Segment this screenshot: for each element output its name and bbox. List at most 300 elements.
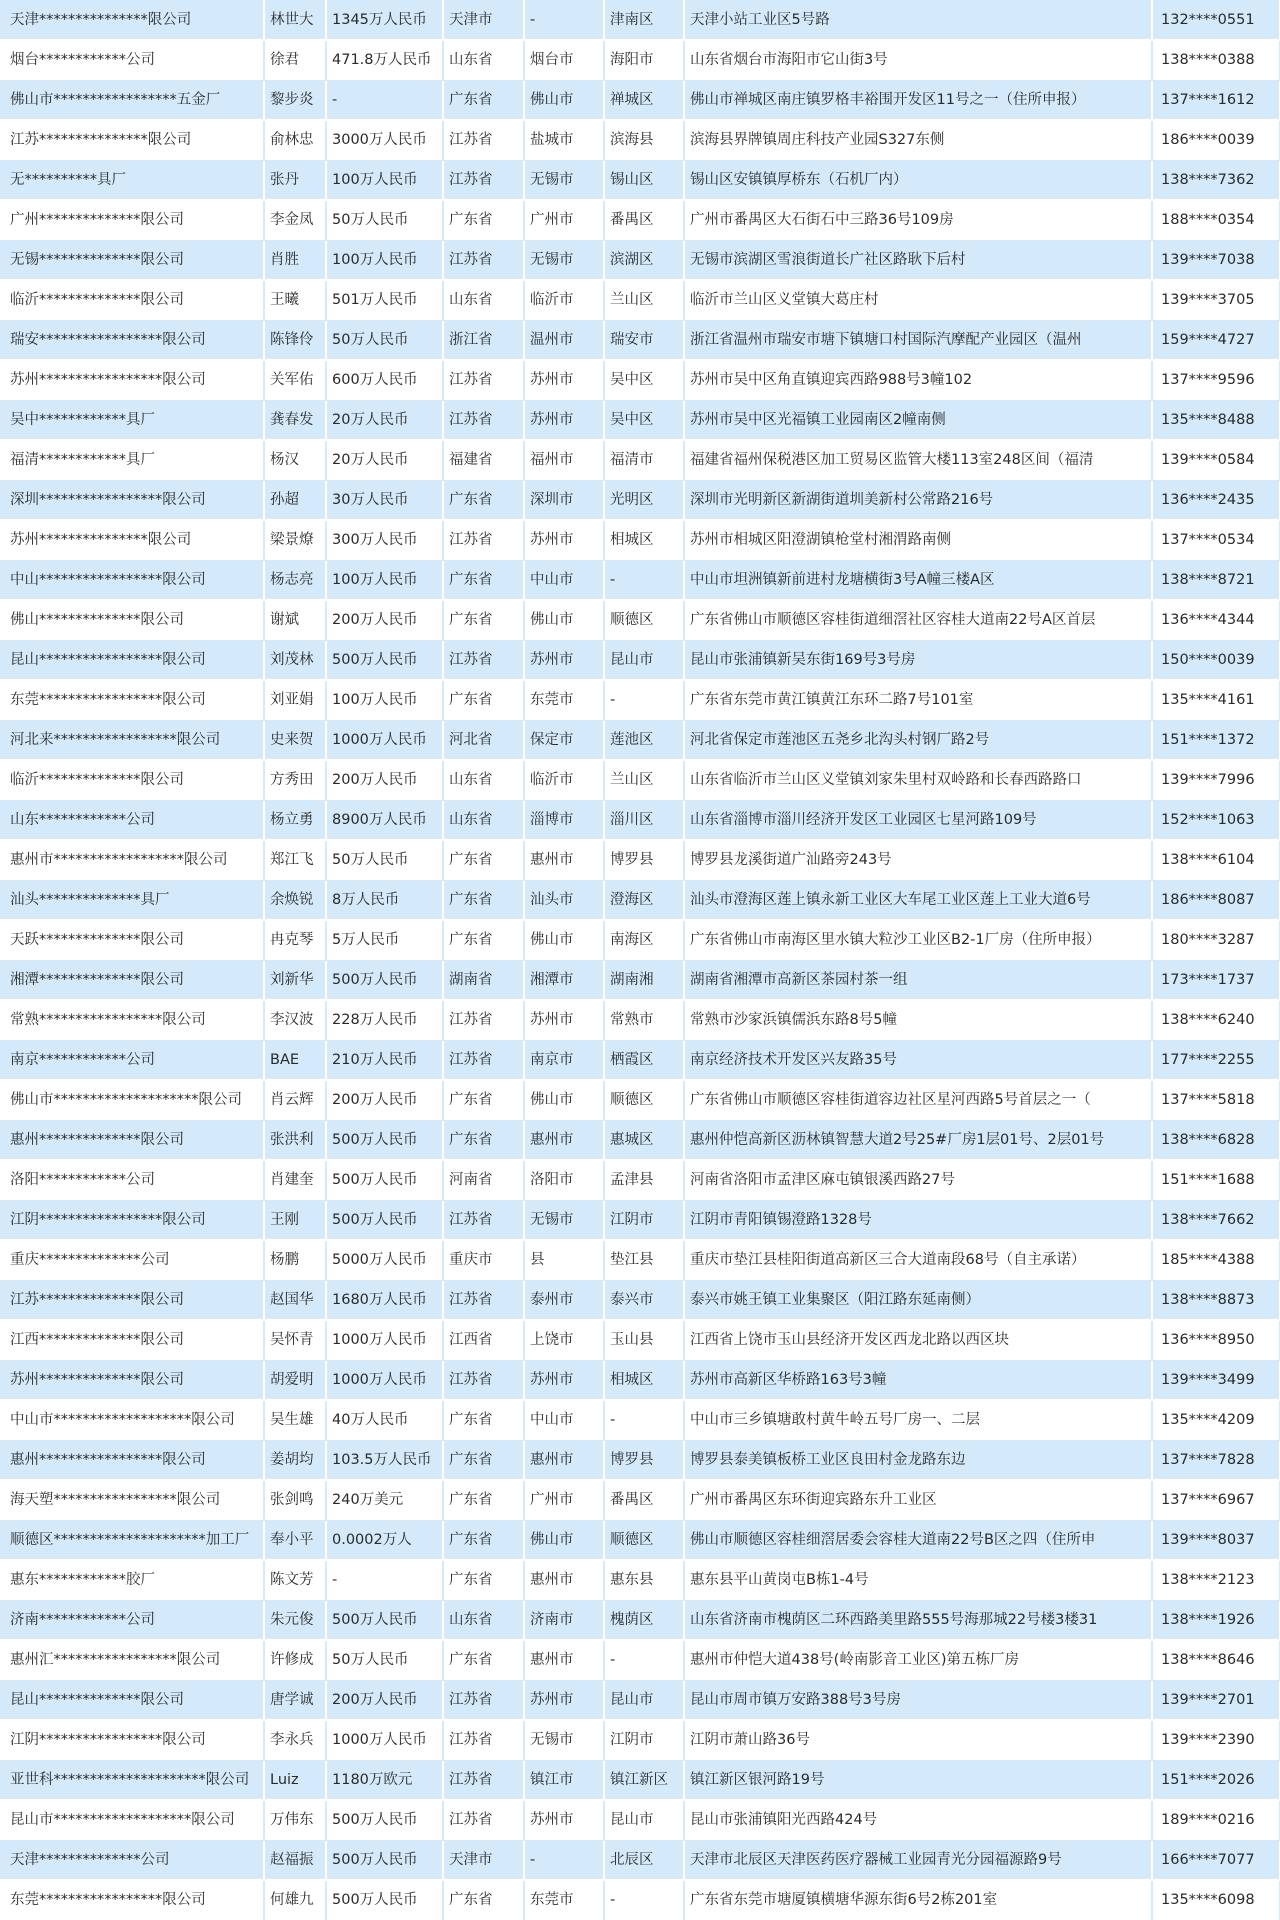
phone-cell[interactable]: 137****0534 (1152, 520, 1280, 560)
address-cell[interactable]: 惠州市仲恺大道438号(岭南影音工业区)第五栋厂房 (684, 1640, 1152, 1680)
address-cell[interactable]: 重庆市垫江县桂阳街道高新区三合大道南段68号（自主承诺） (684, 1240, 1152, 1280)
phone-cell[interactable]: 138****8646 (1152, 1640, 1280, 1680)
phone-cell[interactable]: 135****4209 (1152, 1400, 1280, 1440)
address-cell[interactable]: 广东省佛山市南海区里水镇大粒沙工业区B2-1厂房（住所申报） (684, 920, 1152, 960)
address-cell[interactable]: 江阴市萧山路36号 (684, 1720, 1152, 1760)
city-cell[interactable]: 济南市 (524, 1600, 604, 1640)
legal-rep-cell[interactable]: 李永兵 (264, 1720, 326, 1760)
company-name-cell[interactable]: 海天塑*****************限公司 (0, 1480, 264, 1520)
address-cell[interactable]: 浙江省温州市瑞安市塘下镇塘口村国际汽摩配产业园区（温州 (684, 320, 1152, 360)
city-cell[interactable]: 苏州市 (524, 1360, 604, 1400)
legal-rep-cell[interactable]: 胡爱明 (264, 1360, 326, 1400)
address-cell[interactable]: 山东省临沂市兰山区义堂镇刘家朱里村双岭路和长春西路路口 (684, 760, 1152, 800)
province-cell[interactable]: 山东省 (443, 1600, 524, 1640)
city-cell[interactable]: 南京市 (524, 1040, 604, 1080)
district-cell[interactable]: 番禺区 (604, 200, 684, 240)
address-cell[interactable]: 广东省东莞市塘厦镇横塘华源东街6号2栋201室 (684, 1880, 1152, 1920)
province-cell[interactable]: 福建省 (443, 440, 524, 480)
capital-cell[interactable]: 200万人民币 (326, 1080, 443, 1120)
legal-rep-cell[interactable]: 赵福振 (264, 1840, 326, 1880)
capital-cell[interactable]: 8万人民币 (326, 880, 443, 920)
province-cell[interactable]: 江苏省 (443, 1280, 524, 1320)
province-cell[interactable]: 河北省 (443, 720, 524, 760)
province-cell[interactable]: 江苏省 (443, 400, 524, 440)
city-cell[interactable]: 无锡市 (524, 1720, 604, 1760)
address-cell[interactable]: 泰兴市姚王镇工业集聚区（阳江路东延南侧） (684, 1280, 1152, 1320)
district-cell[interactable]: 栖霞区 (604, 1040, 684, 1080)
company-name-cell[interactable]: 顺德区*********************加工厂 (0, 1520, 264, 1560)
province-cell[interactable]: 广东省 (443, 200, 524, 240)
legal-rep-cell[interactable]: 李金凤 (264, 200, 326, 240)
phone-cell[interactable]: 138****7662 (1152, 1200, 1280, 1240)
city-cell[interactable]: 佛山市 (524, 1520, 604, 1560)
address-cell[interactable]: 江阴市青阳镇锡澄路1328号 (684, 1200, 1152, 1240)
company-name-cell[interactable]: 济南************公司 (0, 1600, 264, 1640)
province-cell[interactable]: 广东省 (443, 1520, 524, 1560)
phone-cell[interactable]: 177****2255 (1152, 1040, 1280, 1080)
legal-rep-cell[interactable]: 杨志亮 (264, 560, 326, 600)
district-cell[interactable]: 博罗县 (604, 840, 684, 880)
city-cell[interactable]: 盐城市 (524, 120, 604, 160)
address-cell[interactable]: 广东省东莞市黄江镇黄江东环二路7号101室 (684, 680, 1152, 720)
city-cell[interactable]: 临沂市 (524, 760, 604, 800)
capital-cell[interactable]: 40万人民币 (326, 1400, 443, 1440)
legal-rep-cell[interactable]: 李汉波 (264, 1000, 326, 1040)
address-cell[interactable]: 福建省福州保税港区加工贸易区监管大楼113室248区间（福清 (684, 440, 1152, 480)
company-name-cell[interactable]: 惠州市******************限公司 (0, 840, 264, 880)
company-name-cell[interactable]: 山东************公司 (0, 800, 264, 840)
district-cell[interactable]: 江阴市 (604, 1200, 684, 1240)
legal-rep-cell[interactable]: 唐学诚 (264, 1680, 326, 1720)
district-cell[interactable]: 博罗县 (604, 1440, 684, 1480)
legal-rep-cell[interactable]: BAE (264, 1040, 326, 1080)
district-cell[interactable]: 福清市 (604, 440, 684, 480)
province-cell[interactable]: 广东省 (443, 1120, 524, 1160)
capital-cell[interactable]: 5万人民币 (326, 920, 443, 960)
address-cell[interactable]: 苏州市吴中区光福镇工业园南区2幢南侧 (684, 400, 1152, 440)
phone-cell[interactable]: 136****4344 (1152, 600, 1280, 640)
address-cell[interactable]: 天津小站工业区5号路 (684, 0, 1152, 40)
address-cell[interactable]: 南京经济技术开发区兴友路35号 (684, 1040, 1152, 1080)
company-name-cell[interactable]: 惠州汇*****************限公司 (0, 1640, 264, 1680)
city-cell[interactable]: 湘潭市 (524, 960, 604, 1000)
capital-cell[interactable]: 210万人民币 (326, 1040, 443, 1080)
city-cell[interactable]: 东莞市 (524, 1880, 604, 1920)
city-cell[interactable]: 惠州市 (524, 840, 604, 880)
province-cell[interactable]: 湖南省 (443, 960, 524, 1000)
province-cell[interactable]: 江苏省 (443, 1360, 524, 1400)
district-cell[interactable]: 镇江新区 (604, 1760, 684, 1800)
company-name-cell[interactable]: 苏州***************限公司 (0, 520, 264, 560)
district-cell[interactable]: 禅城区 (604, 80, 684, 120)
legal-rep-cell[interactable]: 史来贺 (264, 720, 326, 760)
city-cell[interactable]: - (524, 0, 604, 40)
company-name-cell[interactable]: 江阴*****************限公司 (0, 1200, 264, 1240)
city-cell[interactable]: 惠州市 (524, 1120, 604, 1160)
address-cell[interactable]: 佛山市顺德区容桂细滘居委会容桂大道南22号B区之四（住所申 (684, 1520, 1152, 1560)
phone-cell[interactable]: 173****1737 (1152, 960, 1280, 1000)
capital-cell[interactable]: 20万人民币 (326, 440, 443, 480)
province-cell[interactable]: 重庆市 (443, 1240, 524, 1280)
company-name-cell[interactable]: 中山市*******************限公司 (0, 1400, 264, 1440)
capital-cell[interactable]: 1000万人民币 (326, 720, 443, 760)
company-name-cell[interactable]: 昆山**************限公司 (0, 1680, 264, 1720)
capital-cell[interactable]: 240万美元 (326, 1480, 443, 1520)
capital-cell[interactable]: 200万人民币 (326, 1680, 443, 1720)
company-name-cell[interactable]: 烟台************公司 (0, 40, 264, 80)
address-cell[interactable]: 广东省佛山市顺德区容桂街道细滘社区容桂大道南22号A区首层 (684, 600, 1152, 640)
district-cell[interactable]: 番禺区 (604, 1480, 684, 1520)
phone-cell[interactable]: 137****6967 (1152, 1480, 1280, 1520)
address-cell[interactable]: 苏州市吴中区角直镇迎宾西路988号3幢102 (684, 360, 1152, 400)
city-cell[interactable]: 苏州市 (524, 520, 604, 560)
address-cell[interactable]: 江西省上饶市玉山县经济开发区西龙北路以西区块 (684, 1320, 1152, 1360)
province-cell[interactable]: 广东省 (443, 1400, 524, 1440)
city-cell[interactable]: 上饶市 (524, 1320, 604, 1360)
city-cell[interactable]: 苏州市 (524, 1680, 604, 1720)
province-cell[interactable]: 广东省 (443, 600, 524, 640)
legal-rep-cell[interactable]: 朱元俊 (264, 1600, 326, 1640)
company-name-cell[interactable]: 吴中************具厂 (0, 400, 264, 440)
company-name-cell[interactable]: 广州**************限公司 (0, 200, 264, 240)
legal-rep-cell[interactable]: 张丹 (264, 160, 326, 200)
company-name-cell[interactable]: 临沂**************限公司 (0, 760, 264, 800)
capital-cell[interactable]: 8900万人民币 (326, 800, 443, 840)
address-cell[interactable]: 中山市三乡镇塘敢村黄牛岭五号厂房一、二层 (684, 1400, 1152, 1440)
capital-cell[interactable]: - (326, 1560, 443, 1600)
address-cell[interactable]: 昆山市张浦镇新吴东街169号3号房 (684, 640, 1152, 680)
legal-rep-cell[interactable]: 梁景燎 (264, 520, 326, 560)
legal-rep-cell[interactable]: 俞林忠 (264, 120, 326, 160)
capital-cell[interactable]: 500万人民币 (326, 1600, 443, 1640)
province-cell[interactable]: 广东省 (443, 920, 524, 960)
district-cell[interactable]: 湖南湘 (604, 960, 684, 1000)
company-name-cell[interactable]: 昆山*****************限公司 (0, 640, 264, 680)
province-cell[interactable]: 江苏省 (443, 240, 524, 280)
legal-rep-cell[interactable]: 陈锋伶 (264, 320, 326, 360)
address-cell[interactable]: 湖南省湘潭市高新区茶园村茶一组 (684, 960, 1152, 1000)
city-cell[interactable]: 中山市 (524, 560, 604, 600)
phone-cell[interactable]: 186****0039 (1152, 120, 1280, 160)
legal-rep-cell[interactable]: 许修成 (264, 1640, 326, 1680)
city-cell[interactable]: - (524, 1840, 604, 1880)
phone-cell[interactable]: 180****3287 (1152, 920, 1280, 960)
legal-rep-cell[interactable]: 何雄九 (264, 1880, 326, 1920)
capital-cell[interactable]: 500万人民币 (326, 960, 443, 1000)
legal-rep-cell[interactable]: 徐君 (264, 40, 326, 80)
province-cell[interactable]: 浙江省 (443, 320, 524, 360)
district-cell[interactable]: - (604, 560, 684, 600)
province-cell[interactable]: 江西省 (443, 1320, 524, 1360)
district-cell[interactable]: 槐荫区 (604, 1600, 684, 1640)
city-cell[interactable]: 苏州市 (524, 400, 604, 440)
legal-rep-cell[interactable]: 余焕锐 (264, 880, 326, 920)
city-cell[interactable]: 烟台市 (524, 40, 604, 80)
phone-cell[interactable]: 138****2123 (1152, 1560, 1280, 1600)
capital-cell[interactable]: 50万人民币 (326, 320, 443, 360)
province-cell[interactable]: 广东省 (443, 840, 524, 880)
phone-cell[interactable]: 139****0584 (1152, 440, 1280, 480)
city-cell[interactable]: 广州市 (524, 200, 604, 240)
address-cell[interactable]: 博罗县龙溪街道广汕路旁243号 (684, 840, 1152, 880)
capital-cell[interactable]: 5000万人民币 (326, 1240, 443, 1280)
city-cell[interactable]: 无锡市 (524, 160, 604, 200)
company-name-cell[interactable]: 亚世科*********************限公司 (0, 1760, 264, 1800)
district-cell[interactable]: 惠东县 (604, 1560, 684, 1600)
city-cell[interactable]: 中山市 (524, 1400, 604, 1440)
phone-cell[interactable]: 139****2390 (1152, 1720, 1280, 1760)
capital-cell[interactable]: 20万人民币 (326, 400, 443, 440)
phone-cell[interactable]: 135****4161 (1152, 680, 1280, 720)
address-cell[interactable]: 锡山区安镇镇厚桥东（石机厂内） (684, 160, 1152, 200)
address-cell[interactable]: 中山市坦洲镇新前进村龙塘横街3号A幢三楼A区 (684, 560, 1152, 600)
province-cell[interactable]: 江苏省 (443, 1680, 524, 1720)
city-cell[interactable]: 苏州市 (524, 640, 604, 680)
address-cell[interactable]: 山东省济南市槐荫区二环西路美里路555号海那城22号楼3楼31 (684, 1600, 1152, 1640)
city-cell[interactable]: 佛山市 (524, 80, 604, 120)
capital-cell[interactable]: 300万人民币 (326, 520, 443, 560)
company-name-cell[interactable]: 东莞*****************限公司 (0, 680, 264, 720)
province-cell[interactable]: 天津市 (443, 0, 524, 40)
phone-cell[interactable]: 189****0216 (1152, 1800, 1280, 1840)
capital-cell[interactable]: 500万人民币 (326, 1840, 443, 1880)
city-cell[interactable]: 深圳市 (524, 480, 604, 520)
capital-cell[interactable]: 1180万欧元 (326, 1760, 443, 1800)
phone-cell[interactable]: 166****7077 (1152, 1840, 1280, 1880)
legal-rep-cell[interactable]: 杨鹏 (264, 1240, 326, 1280)
district-cell[interactable]: - (604, 1880, 684, 1920)
phone-cell[interactable]: 139****3499 (1152, 1360, 1280, 1400)
address-cell[interactable]: 昆山市张浦镇阳光西路424号 (684, 1800, 1152, 1840)
phone-cell[interactable]: 132****0551 (1152, 0, 1280, 40)
legal-rep-cell[interactable]: 郑江飞 (264, 840, 326, 880)
province-cell[interactable]: 广东省 (443, 1640, 524, 1680)
company-name-cell[interactable]: 佛山市********************限公司 (0, 1080, 264, 1120)
phone-cell[interactable]: 139****7038 (1152, 240, 1280, 280)
company-name-cell[interactable]: 江苏**************限公司 (0, 1280, 264, 1320)
province-cell[interactable]: 江苏省 (443, 1800, 524, 1840)
capital-cell[interactable]: 600万人民币 (326, 360, 443, 400)
capital-cell[interactable]: 471.8万人民币 (326, 40, 443, 80)
phone-cell[interactable]: 159****4727 (1152, 320, 1280, 360)
province-cell[interactable]: 广东省 (443, 880, 524, 920)
district-cell[interactable]: 相城区 (604, 1360, 684, 1400)
phone-cell[interactable]: 138****7362 (1152, 160, 1280, 200)
district-cell[interactable]: 孟津县 (604, 1160, 684, 1200)
city-cell[interactable]: 惠州市 (524, 1640, 604, 1680)
capital-cell[interactable]: 500万人民币 (326, 640, 443, 680)
province-cell[interactable]: 江苏省 (443, 360, 524, 400)
district-cell[interactable]: 兰山区 (604, 280, 684, 320)
phone-cell[interactable]: 150****0039 (1152, 640, 1280, 680)
district-cell[interactable]: 相城区 (604, 520, 684, 560)
district-cell[interactable]: 海阳市 (604, 40, 684, 80)
phone-cell[interactable]: 152****1063 (1152, 800, 1280, 840)
city-cell[interactable]: 无锡市 (524, 1200, 604, 1240)
capital-cell[interactable]: 100万人民币 (326, 680, 443, 720)
capital-cell[interactable]: - (326, 80, 443, 120)
legal-rep-cell[interactable]: 孙超 (264, 480, 326, 520)
legal-rep-cell[interactable]: 陈文芳 (264, 1560, 326, 1600)
company-name-cell[interactable]: 惠州**************限公司 (0, 1120, 264, 1160)
company-name-cell[interactable]: 江苏***************限公司 (0, 120, 264, 160)
capital-cell[interactable]: 1680万人民币 (326, 1280, 443, 1320)
district-cell[interactable]: - (604, 1640, 684, 1680)
capital-cell[interactable]: 1000万人民币 (326, 1320, 443, 1360)
company-name-cell[interactable]: 东莞*****************限公司 (0, 1880, 264, 1920)
company-name-cell[interactable]: 苏州*****************限公司 (0, 360, 264, 400)
province-cell[interactable]: 广东省 (443, 1880, 524, 1920)
capital-cell[interactable]: 50万人民币 (326, 200, 443, 240)
legal-rep-cell[interactable]: 姜胡均 (264, 1440, 326, 1480)
phone-cell[interactable]: 137****1612 (1152, 80, 1280, 120)
province-cell[interactable]: 广东省 (443, 1080, 524, 1120)
legal-rep-cell[interactable]: 张洪利 (264, 1120, 326, 1160)
district-cell[interactable]: 顺德区 (604, 1080, 684, 1120)
address-cell[interactable]: 广州市番禺区东环街迎宾路东升工业区 (684, 1480, 1152, 1520)
district-cell[interactable]: 惠城区 (604, 1120, 684, 1160)
district-cell[interactable]: 南海区 (604, 920, 684, 960)
phone-cell[interactable]: 135****8488 (1152, 400, 1280, 440)
legal-rep-cell[interactable]: 冉克琴 (264, 920, 326, 960)
phone-cell[interactable]: 185****4388 (1152, 1240, 1280, 1280)
address-cell[interactable]: 河北省保定市莲池区五尧乡北沟头村钢厂路2号 (684, 720, 1152, 760)
phone-cell[interactable]: 138****6828 (1152, 1120, 1280, 1160)
city-cell[interactable]: 惠州市 (524, 1560, 604, 1600)
company-name-cell[interactable]: 临沂**************限公司 (0, 280, 264, 320)
district-cell[interactable]: 光明区 (604, 480, 684, 520)
address-cell[interactable]: 山东省淄博市淄川经济开发区工业园区七星河路109号 (684, 800, 1152, 840)
province-cell[interactable]: 江苏省 (443, 520, 524, 560)
company-name-cell[interactable]: 佛山市*****************五金厂 (0, 80, 264, 120)
legal-rep-cell[interactable]: 刘新华 (264, 960, 326, 1000)
phone-cell[interactable]: 137****5818 (1152, 1080, 1280, 1120)
phone-cell[interactable]: 135****6098 (1152, 1880, 1280, 1920)
company-name-cell[interactable]: 湘潭**************限公司 (0, 960, 264, 1000)
phone-cell[interactable]: 136****2435 (1152, 480, 1280, 520)
district-cell[interactable]: 顺德区 (604, 1520, 684, 1560)
address-cell[interactable]: 汕头市澄海区莲上镇永新工业区大车尾工业区莲上工业大道6号 (684, 880, 1152, 920)
legal-rep-cell[interactable]: 杨立勇 (264, 800, 326, 840)
province-cell[interactable]: 山东省 (443, 280, 524, 320)
company-name-cell[interactable]: 河北来*****************限公司 (0, 720, 264, 760)
district-cell[interactable]: 莲池区 (604, 720, 684, 760)
province-cell[interactable]: 广东省 (443, 1440, 524, 1480)
district-cell[interactable]: - (604, 680, 684, 720)
city-cell[interactable]: 佛山市 (524, 920, 604, 960)
company-name-cell[interactable]: 洛阳************公司 (0, 1160, 264, 1200)
capital-cell[interactable]: 30万人民币 (326, 480, 443, 520)
legal-rep-cell[interactable]: 张剑鸣 (264, 1480, 326, 1520)
phone-cell[interactable]: 137****7828 (1152, 1440, 1280, 1480)
city-cell[interactable]: 苏州市 (524, 360, 604, 400)
legal-rep-cell[interactable]: 刘亚娟 (264, 680, 326, 720)
company-name-cell[interactable]: 瑞安*****************限公司 (0, 320, 264, 360)
phone-cell[interactable]: 188****0354 (1152, 200, 1280, 240)
district-cell[interactable]: 北辰区 (604, 1840, 684, 1880)
city-cell[interactable]: 无锡市 (524, 240, 604, 280)
company-name-cell[interactable]: 苏州**************限公司 (0, 1360, 264, 1400)
address-cell[interactable]: 河南省洛阳市孟津区麻屯镇银溪西路27号 (684, 1160, 1152, 1200)
phone-cell[interactable]: 137****9596 (1152, 360, 1280, 400)
legal-rep-cell[interactable]: 谢斌 (264, 600, 326, 640)
province-cell[interactable]: 江苏省 (443, 1200, 524, 1240)
province-cell[interactable]: 天津市 (443, 1840, 524, 1880)
province-cell[interactable]: 山东省 (443, 800, 524, 840)
phone-cell[interactable]: 139****2701 (1152, 1680, 1280, 1720)
capital-cell[interactable]: 103.5万人民币 (326, 1440, 443, 1480)
address-cell[interactable]: 昆山市周市镇万安路388号3号房 (684, 1680, 1152, 1720)
phone-cell[interactable]: 186****8087 (1152, 880, 1280, 920)
province-cell[interactable]: 广东省 (443, 560, 524, 600)
address-cell[interactable]: 临沂市兰山区义堂镇大葛庄村 (684, 280, 1152, 320)
province-cell[interactable]: 广东省 (443, 680, 524, 720)
company-name-cell[interactable]: 惠东************胶厂 (0, 1560, 264, 1600)
legal-rep-cell[interactable]: 万伟东 (264, 1800, 326, 1840)
phone-cell[interactable]: 151****1372 (1152, 720, 1280, 760)
city-cell[interactable]: 广州市 (524, 1480, 604, 1520)
legal-rep-cell[interactable]: 王刚 (264, 1200, 326, 1240)
district-cell[interactable]: 吴中区 (604, 400, 684, 440)
address-cell[interactable]: 常熟市沙家浜镇儒浜东路8号5幢 (684, 1000, 1152, 1040)
province-cell[interactable]: 江苏省 (443, 160, 524, 200)
district-cell[interactable]: 淄川区 (604, 800, 684, 840)
district-cell[interactable]: - (604, 1400, 684, 1440)
address-cell[interactable]: 镇江新区银河路19号 (684, 1760, 1152, 1800)
city-cell[interactable]: 泰州市 (524, 1280, 604, 1320)
address-cell[interactable]: 博罗县泰美镇板桥工业区良田村金龙路东边 (684, 1440, 1152, 1480)
address-cell[interactable]: 无锡市滨湖区雪浪街道长广社区路耿下后村 (684, 240, 1152, 280)
capital-cell[interactable]: 500万人民币 (326, 1200, 443, 1240)
legal-rep-cell[interactable]: 肖云辉 (264, 1080, 326, 1120)
district-cell[interactable]: 昆山市 (604, 640, 684, 680)
capital-cell[interactable]: 200万人民币 (326, 760, 443, 800)
district-cell[interactable]: 昆山市 (604, 1680, 684, 1720)
company-name-cell[interactable]: 重庆**************公司 (0, 1240, 264, 1280)
address-cell[interactable]: 滨海县界牌镇周庄科技产业园S327东侧 (684, 120, 1152, 160)
district-cell[interactable]: 昆山市 (604, 1800, 684, 1840)
legal-rep-cell[interactable]: 刘茂林 (264, 640, 326, 680)
city-cell[interactable]: 苏州市 (524, 1800, 604, 1840)
company-name-cell[interactable]: 佛山**************限公司 (0, 600, 264, 640)
address-cell[interactable]: 惠州仲恺高新区沥林镇智慧大道2号25#厂房1层01号、2层01号 (684, 1120, 1152, 1160)
legal-rep-cell[interactable]: 龚春发 (264, 400, 326, 440)
address-cell[interactable]: 深圳市光明新区新湖街道圳美新村公常路216号 (684, 480, 1152, 520)
capital-cell[interactable]: 1345万人民币 (326, 0, 443, 40)
district-cell[interactable]: 顺德区 (604, 600, 684, 640)
district-cell[interactable]: 滨湖区 (604, 240, 684, 280)
district-cell[interactable]: 锡山区 (604, 160, 684, 200)
capital-cell[interactable]: 500万人民币 (326, 1800, 443, 1840)
address-cell[interactable]: 广州市番禺区大石街石中三路36号109房 (684, 200, 1152, 240)
legal-rep-cell[interactable]: 肖胜 (264, 240, 326, 280)
province-cell[interactable]: 广东省 (443, 1480, 524, 1520)
phone-cell[interactable]: 151****1688 (1152, 1160, 1280, 1200)
district-cell[interactable]: 吴中区 (604, 360, 684, 400)
company-name-cell[interactable]: 无**********具厂 (0, 160, 264, 200)
capital-cell[interactable]: 50万人民币 (326, 840, 443, 880)
province-cell[interactable]: 广东省 (443, 80, 524, 120)
phone-cell[interactable]: 138****6240 (1152, 1000, 1280, 1040)
district-cell[interactable]: 瑞安市 (604, 320, 684, 360)
address-cell[interactable]: 山东省烟台市海阳市它山街3号 (684, 40, 1152, 80)
district-cell[interactable]: 滨海县 (604, 120, 684, 160)
phone-cell[interactable]: 138****1926 (1152, 1600, 1280, 1640)
legal-rep-cell[interactable]: 关军佑 (264, 360, 326, 400)
legal-rep-cell[interactable]: 王曦 (264, 280, 326, 320)
district-cell[interactable]: 垫江县 (604, 1240, 684, 1280)
phone-cell[interactable]: 138****8721 (1152, 560, 1280, 600)
